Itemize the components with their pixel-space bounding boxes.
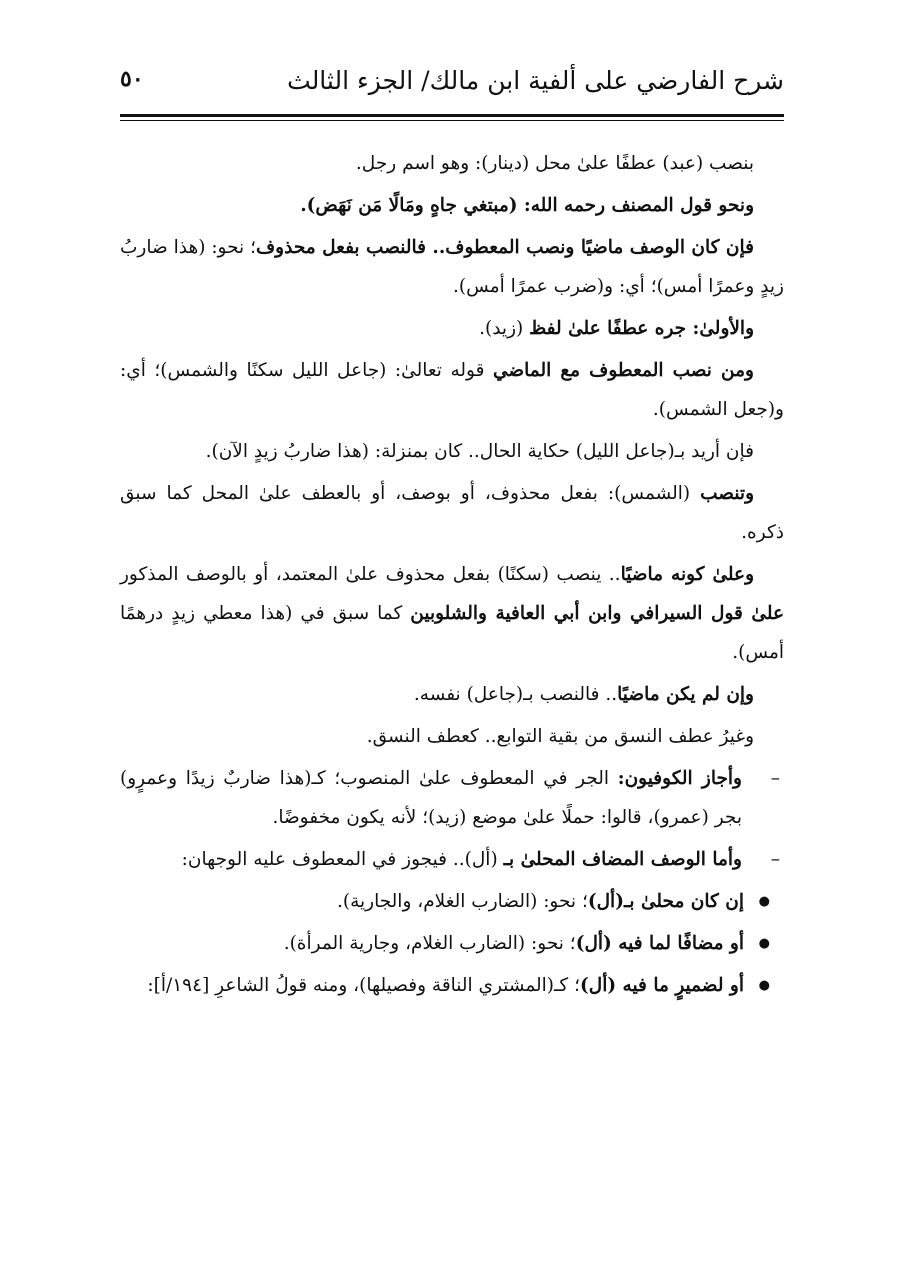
paragraph-bold-text: فإن كان الوصف ماضيًا ونصب المعطوف.. فالنصب بفعل محذوف [256,237,754,258]
bullet-marker: ● [758,978,770,993]
paragraph-bold-text: وتنصب [700,483,754,504]
paragraph-10 [120,717,784,756]
paragraph-bold-text: وإن لم يكن ماضيًا [617,684,754,705]
list-item-bold-text: وأما الوصف المضاف المحلىٰ بـ [503,849,742,870]
paragraph-text: .. ينصب (سكنًا) بفعل محذوف علىٰ المعتمد، أو بالوصف المذكور [120,564,621,585]
paragraph-3 [120,228,784,306]
list-item-text: الجر في المعطوف علىٰ المنصوب؛ كـ(هذا ضاربٌ زيدًا وعمرٍو) بجر (عمرو)، قالوا: حملًا علىٰ موضع (زيد)؛ لأنه يكون مخفوضًا. [120,768,742,828]
paragraph-8 [120,555,784,672]
dash-list-item [120,759,784,837]
paragraph-bold-text: ومن نصب المعطوف مع الماضي [492,360,754,381]
paragraph-1 [120,144,784,183]
bullet-marker: ● [758,936,770,951]
paragraph-bold-text: ونحو قول المصنف رحمه الله: (مبتغي جاهٍ ومَالًا مَن نَهَض). [300,195,754,216]
dash-marker: – [770,768,780,789]
paragraph-7 [120,474,784,552]
paragraph-text: بنصب (عبد) عطفًا علىٰ محل (دينار): وهو اسم رجل. [355,153,754,174]
list-item-text: (أل).. فيجوز في المعطوف عليه الوجهان: [181,849,504,870]
header-rule-thin [120,120,784,121]
paragraph-text: فإن أريد بـ(جاعل الليل) حكاية الحال.. كان بمنزلة: (هذا ضاربُ زيدٍ الآن). [205,441,754,462]
list-item-bold-text: إن كان محلىٰ بـ(أل) [587,891,744,912]
list-item-text: ؛ نحو: (الضارب الغلام، والجارية). [336,891,588,912]
list-item-text: ؛ كـ(المشتري الناقة وفصيلها)، ومنه قولُ الشاعرِ [١٩٤/أ]: [147,975,581,996]
paragraph-text: (الشمس): بفعل محذوف، أو بوصف، أو بالعطف علىٰ المحل كما سبق ذكره. [120,483,784,543]
paragraph-text: ؛ نحو: (هذا ضاربُ زيدٍ وعمرًا أمس)؛ أي: و(ضرب عمرًا أمس). [120,237,784,297]
dash-list-item [120,840,784,879]
bullet-list-item [120,924,784,963]
paragraph-text: (زيد). [479,318,530,339]
paragraph-4 [120,309,784,348]
page-number: ٥٠ [120,66,144,92]
paragraph-bold-text: علىٰ قول السيرافي وابن أبي العافية والشلوبين [410,603,784,624]
page-header [120,60,784,116]
dash-marker: – [770,849,780,870]
list-item-bold-text: أو مضافًا لما فيه (أل) [575,933,744,954]
paragraph-text: قوله تعالىٰ: (جاعل الليل سكنًا والشمس)؛ أي: و(جعل الشمس). [120,360,784,420]
paragraph-text: كما سبق في (هذا معطي زيدٍ درهمًا أمس). [120,603,784,663]
paragraph-2 [120,186,784,225]
header-rule-thick [120,114,784,117]
paragraph-bold-text: وعلىٰ كونه ماضيًا [620,564,754,585]
list-item-bold-text: وأجاز الكوفيون: [617,768,742,789]
paragraph-6 [120,432,784,471]
running-title: شرح الفارضي على ألفية ابن مالك/ الجزء الثالث [287,66,784,95]
paragraph-text: وغيرُ عطف النسق من بقية التوابع.. كعطف النسق. [366,726,754,747]
paragraph-9 [120,675,784,714]
body-text [120,144,784,1008]
list-item-text: ؛ نحو: (الضارب الغلام، وجارية المرأة). [283,933,576,954]
list-item-bold-text: أو لضميرٍ ما فيه (أل) [580,975,744,996]
bullet-list-item [120,882,784,921]
document-page [120,60,784,1220]
paragraph-5 [120,351,784,429]
bullet-marker: ● [758,894,770,909]
paragraph-text: .. فالنصب بـ(جاعل) نفسه. [413,684,618,705]
paragraph-bold-text: والأولىٰ: جره عطفًا علىٰ لفظ [529,318,754,339]
bullet-list-item [120,966,784,1005]
